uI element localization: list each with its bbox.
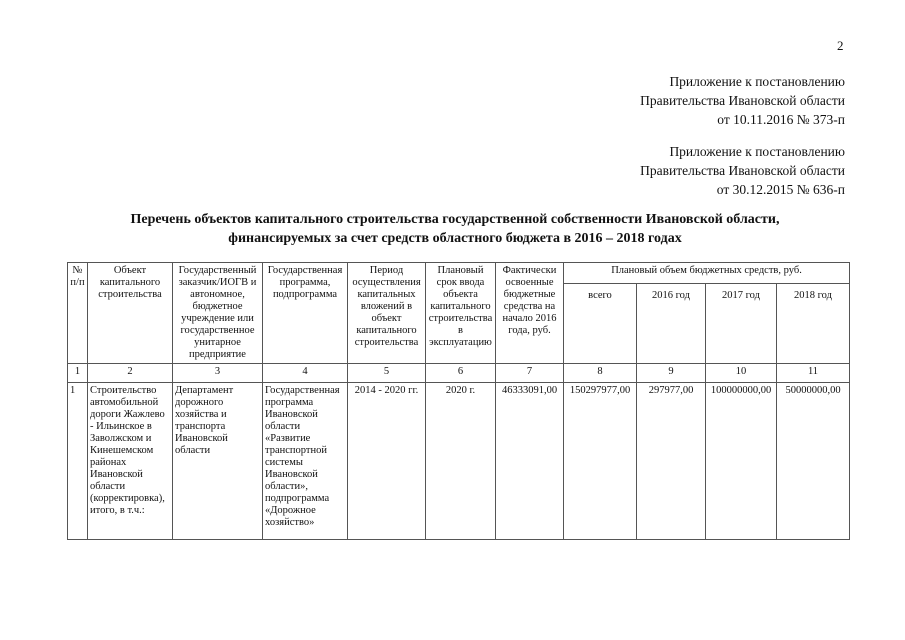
appendix-original-line1: Приложение к постановлению	[669, 144, 845, 159]
objects-table	[67, 262, 850, 540]
column-number: 1	[68, 364, 88, 383]
header-budget-group: Плановый объем бюджетных средств, руб.	[564, 263, 850, 284]
appendix-current-reference	[640, 72, 845, 129]
document-title	[60, 210, 850, 248]
cell-customer: Департамент дорожного хозяйства и транспорта Ивановской области	[173, 383, 263, 540]
cell-period: 2014 - 2020 гг.	[348, 383, 426, 540]
header-2018: 2018 год	[777, 284, 850, 364]
appendix-original-line2: Правительства Ивановской области	[640, 163, 845, 178]
appendix-original-reference	[640, 142, 845, 199]
header-row	[68, 263, 850, 284]
header-num: № п/п	[68, 263, 88, 364]
column-number: 9	[637, 364, 706, 383]
cell-num: 1	[68, 383, 88, 540]
column-number: 7	[496, 364, 564, 383]
table-row	[68, 383, 850, 540]
cell-program: Государственная программа Ивановской области «Развитие транспортной системы Ивановской области», подпрограмма «Дорожное хозяйство»	[263, 383, 348, 540]
page-number: 2	[837, 38, 844, 53]
appendix-original-line3: от 30.12.2015 № 636-п	[716, 182, 845, 197]
header-2016: 2016 год	[637, 284, 706, 364]
column-number-row	[68, 364, 850, 383]
header-period: Период осуществления капитальных вложений в объект капитального строительства	[348, 263, 426, 364]
column-number: 10	[706, 364, 777, 383]
cell-2017: 100000000,00	[706, 383, 777, 540]
header-program: Государственная программа, подпрограмма	[263, 263, 348, 364]
appendix-current-line2: Правительства Ивановской области	[640, 93, 845, 108]
header-object: Объект капитального строительства	[88, 263, 173, 364]
cell-commissioning: 2020 г.	[426, 383, 496, 540]
header-customer: Государственный заказчик/ИОГВ и автономное, бюджетное учреждение или государственное унитарное предприятие	[173, 263, 263, 364]
cell-actual: 46333091,00	[496, 383, 564, 540]
column-number: 6	[426, 364, 496, 383]
header-2017: 2017 год	[706, 284, 777, 364]
document-title-line2: финансируемых за счет средств областного бюджета в 2016 – 2018 годах	[228, 231, 682, 246]
column-number: 2	[88, 364, 173, 383]
cell-2016: 297977,00	[637, 383, 706, 540]
column-number: 4	[263, 364, 348, 383]
column-number: 11	[777, 364, 850, 383]
cell-object: Строительство автомобильной дороги Жажлево - Ильинское в Заволжском и Кинешемском районах Ивановской области (корректировка), итого, в т.ч.:	[88, 383, 173, 540]
cell-2018: 50000000,00	[777, 383, 850, 540]
document-title-line1: Перечень объектов капитального строительства государственной собственности Ивановской области,	[130, 212, 780, 227]
header-total: всего	[564, 284, 637, 364]
header-commissioning: Плановый срок ввода объекта капитального строительства в эксплуатацию	[426, 263, 496, 364]
appendix-current-line1: Приложение к постановлению	[669, 74, 845, 89]
appendix-current-line3: от 10.11.2016 № 373-п	[717, 112, 845, 127]
column-number: 3	[173, 364, 263, 383]
header-actual: Фактически освоенные бюджетные средства на начало 2016 года, руб.	[496, 263, 564, 364]
column-number: 8	[564, 364, 637, 383]
column-number: 5	[348, 364, 426, 383]
cell-total: 150297977,00	[564, 383, 637, 540]
